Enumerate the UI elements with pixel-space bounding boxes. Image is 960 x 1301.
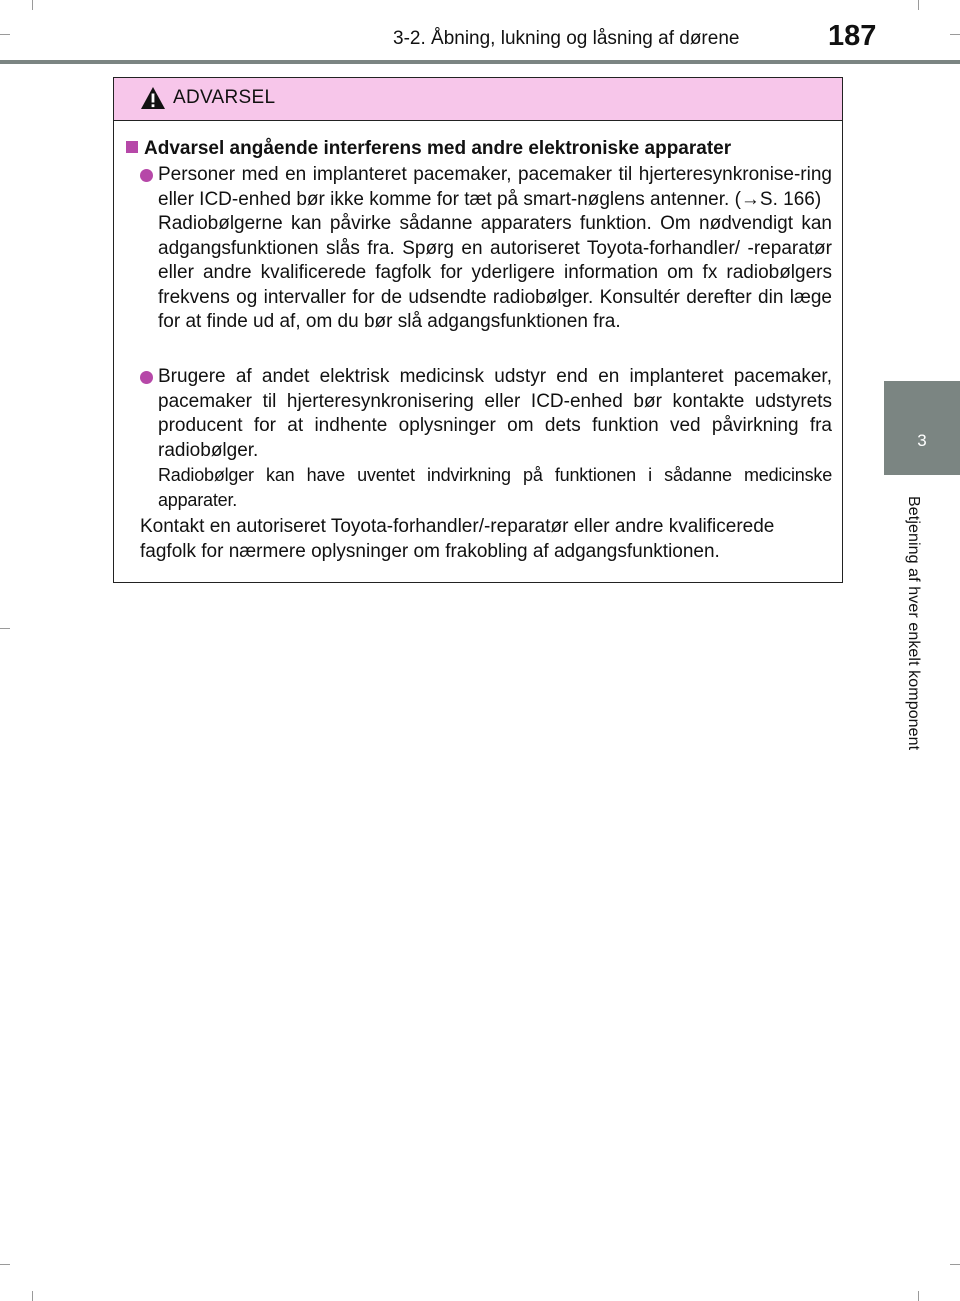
crop-mark: [950, 34, 960, 35]
warning-box: [113, 77, 843, 583]
warning-triangle-icon: [140, 86, 166, 110]
closing-paragraph: Kontakt en autoriseret Toyota-forhandler/-reparatør eller andre kvalificerede fagfolk for nærmere oplysninger om frakobling af adgangsfunktionen.: [140, 516, 775, 562]
crop-mark: [950, 1264, 960, 1265]
bullet-paragraph: Personer med en implanteret pacemaker, pacemaker til hjerteresynkronise-ring eller ICD-enhed bør ikke komme for tæt på smart-nøglens antenner. (→S. 166): [158, 164, 832, 210]
bullet-paragraph: Radiobølgerne kan påvirke sådanne apparaters funktion. Om nødvendigt kan adgangsfunktionen slås fra. Spørg en autoriseret Toyota-forhandler/ -reparatør eller andre kvalificerede fagfolk for yderligere information om fx radiobølgers frekvens og intervaller for de udsendte radiobølger. Konsultér derefter din læge for at finde ud af, om du bør slå adgangsfunktionen fra.: [158, 213, 832, 332]
circle-bullet-icon: [140, 169, 153, 182]
crop-mark: [32, 1291, 33, 1301]
list-item: [140, 163, 832, 335]
bullet-paragraph: Brugere af andet elektrisk medicinsk udstyr end en implanteret pacemaker, pacemaker til hjerteresynkronisering eller ICD-enhed bør kontakte udstyrets producent for at indhente oplysninger om dets funktion ved påvirkning fra radiobølger.: [158, 366, 832, 461]
chapter-label-area: [884, 475, 960, 835]
square-bullet-icon: [126, 141, 138, 153]
section-heading: [126, 138, 731, 160]
header-rule: [0, 60, 960, 64]
crop-mark: [918, 0, 919, 10]
warning-header: [114, 78, 842, 121]
crop-mark: [0, 628, 10, 629]
list-item: [140, 365, 832, 512]
crop-mark: [0, 1264, 10, 1265]
chapter-number: 3: [917, 431, 927, 450]
crop-mark: [918, 1291, 919, 1301]
warning-title: ADVARSEL: [173, 87, 276, 108]
section-heading-text: Advarsel angående interferens med andre elektroniske apparater: [144, 138, 732, 159]
circle-bullet-icon: [140, 371, 153, 384]
chapter-label: Betjening af hver enkelt komponent: [905, 496, 922, 751]
crop-mark: [0, 34, 10, 35]
bullet-paragraph: Radiobølger kan have uventet indvirkning på funktionen i sådanne medicinske apparater.: [158, 465, 832, 510]
crop-mark: [32, 0, 33, 10]
page-number: 187: [828, 20, 877, 52]
section-title: 3-2. Åbning, lukning og låsning af dørene: [393, 28, 740, 49]
